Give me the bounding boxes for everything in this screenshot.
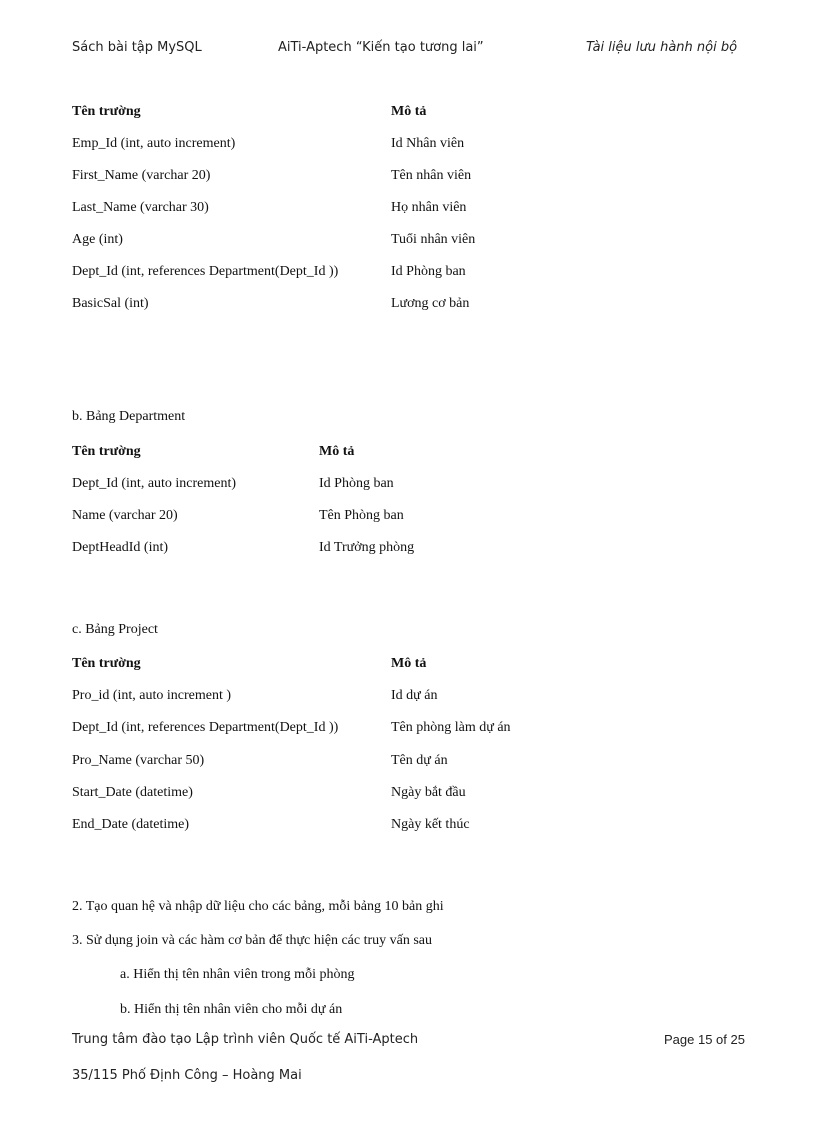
table-cell-field: Dept_Id (int, references Department(Dept_Id )) bbox=[72, 264, 339, 279]
header-left: Sách bài tập MySQL bbox=[72, 40, 202, 55]
table-cell-description: Tên Phòng ban bbox=[319, 508, 404, 523]
task-item: b. Hiển thị tên nhân viên cho mỗi dự án bbox=[120, 1002, 343, 1017]
table-cell-description: Id Phòng ban bbox=[319, 476, 394, 491]
table-cell-field: BasicSal (int) bbox=[72, 296, 149, 311]
table-header-description: Mô tả bbox=[391, 104, 427, 119]
table-cell-description: Tên dự án bbox=[391, 753, 448, 768]
table-header-description: Mô tả bbox=[319, 444, 355, 459]
footer-organization: Trung tâm đào tạo Lập trình viên Quốc tế AiTi-Aptech bbox=[72, 1032, 419, 1047]
table-cell-field: Emp_Id (int, auto increment) bbox=[72, 136, 236, 151]
task-2-text: 2. Tạo quan hệ và nhập dữ liệu cho các bảng, mỗi bảng 10 bản ghi bbox=[72, 899, 444, 914]
table-cell-description: Id Phòng ban bbox=[391, 264, 466, 279]
footer-address: 35/115 Phố Định Công – Hoàng Mai bbox=[72, 1068, 302, 1083]
table-cell-description: Ngày bắt đầu bbox=[391, 785, 466, 800]
table-cell-field: Pro_Name (varchar 50) bbox=[72, 753, 205, 768]
task-item: a. Hiển thị tên nhân viên trong mỗi phòng bbox=[120, 967, 355, 982]
table-cell-field: Start_Date (datetime) bbox=[72, 785, 193, 800]
task-3-text: 3. Sử dụng join và các hàm cơ bản để thực hiện các truy vấn sau bbox=[72, 933, 433, 948]
table-cell-description: Id Nhân viên bbox=[391, 136, 465, 151]
table-cell-field: Pro_id (int, auto increment ) bbox=[72, 688, 232, 703]
header-right: Tài liệu lưu hành nội bộ bbox=[586, 40, 738, 55]
table-cell-field: Dept_Id (int, auto increment) bbox=[72, 476, 237, 491]
table-cell-description: Họ nhân viên bbox=[391, 200, 467, 215]
table-cell-field: End_Date (datetime) bbox=[72, 817, 190, 832]
table-header-field: Tên trường bbox=[72, 104, 141, 119]
table-cell-description: Ngày kết thúc bbox=[391, 817, 470, 832]
table-header-description: Mô tả bbox=[391, 656, 427, 671]
section-title-project: c. Bảng Project bbox=[72, 622, 158, 637]
footer-page-number: Page 15 of 25 bbox=[664, 1032, 745, 1047]
table-cell-field: Dept_Id (int, references Department(Dept_Id )) bbox=[72, 720, 339, 735]
table-cell-description: Id dự án bbox=[391, 688, 438, 703]
table-cell-field: DeptHeadId (int) bbox=[72, 540, 169, 555]
table-cell-field: Name (varchar 20) bbox=[72, 508, 178, 523]
table-cell-description: Lương cơ bản bbox=[391, 296, 470, 311]
table-cell-field: First_Name (varchar 20) bbox=[72, 168, 211, 183]
table-cell-description: Id Trưởng phòng bbox=[319, 540, 415, 555]
table-cell-description: Tên nhân viên bbox=[391, 168, 472, 183]
table-cell-field: Last_Name (varchar 30) bbox=[72, 200, 209, 215]
table-header-field: Tên trường bbox=[72, 656, 141, 671]
table-header-field: Tên trường bbox=[72, 444, 141, 459]
table-cell-field: Age (int) bbox=[72, 232, 123, 247]
section-title-department: b. Bảng Department bbox=[72, 409, 186, 424]
table-cell-description: Tên phòng làm dự án bbox=[391, 720, 511, 735]
header-center: AiTi-Aptech “Kiến tạo tương lai” bbox=[278, 40, 484, 55]
table-cell-description: Tuổi nhân viên bbox=[391, 232, 476, 247]
